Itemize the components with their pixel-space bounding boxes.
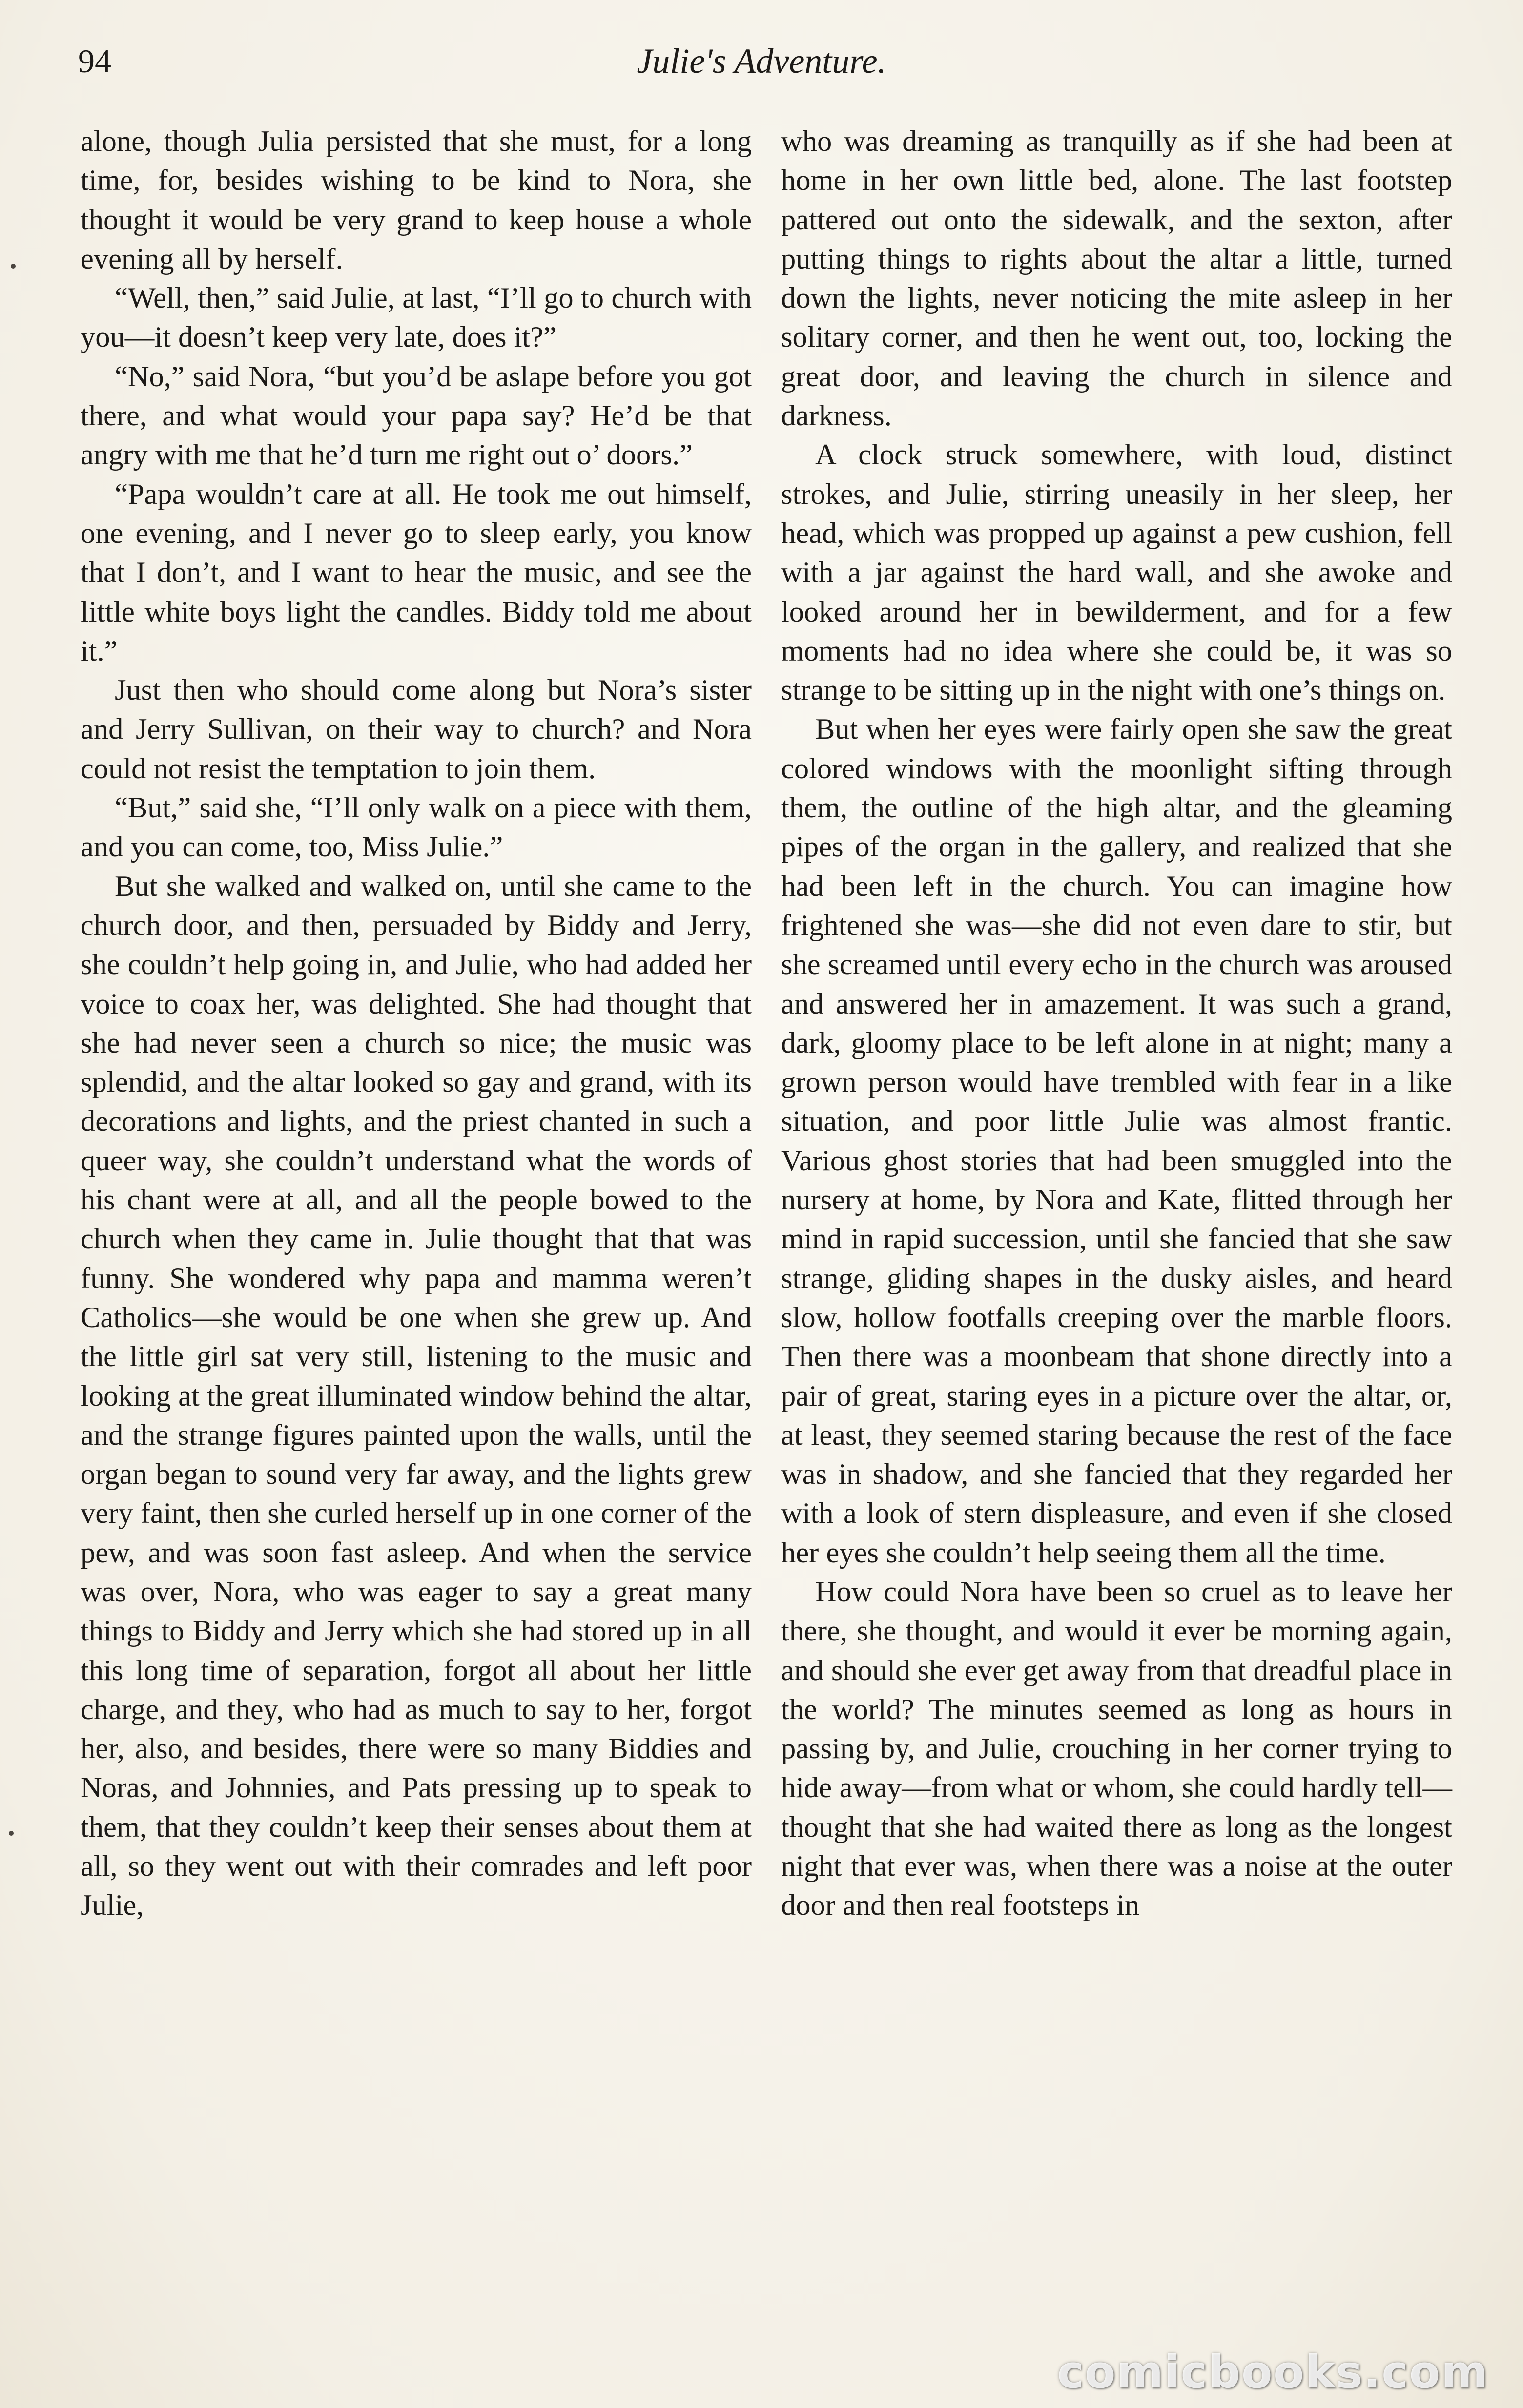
paragraph: But she walked and walked on, until she came to the church door, and then, persuaded by Biddy and Jerry, she couldn’t help going in, and Julie, who had added her voice to coax her, was delighted. She had thought that she had never seen a church so nice; the music was splendid, and the altar looked so gay and grand, with its decorations and lights, and the priest chanted in such a queer way, she couldn’t understand what the words of his chant were at all, and all the people bowed to the church when they came in. Julie thought that that was funny. She wondered why papa and mamma weren’t Catholics—she would be one when she grew up. And the little girl sat very still, listening to the music and looking at the great illuminated window behind the altar, and the strange figures painted upon the walls, until the organ began to sound very far away, and the lights grew very faint, then she curled herself up in one corner of the pew, and was soon fast asleep. And when the service was over, Nora, who was eager to say a great many things to Biddy and Jerry which she had stored up in all this long time of separation, forgot all about her little charge, and they, who had as much to say to her, forgot her, also, and besides, there were so many Biddies and Noras, and Johnnies, and Pats pressing up to speak to them, that they couldn’t keep their senses about them at all, so they went out with their comrades and left poor Julie,: [81, 870, 752, 1922]
paragraph: “But,” said she, “I’ll only walk on a piece with them, and you can come, too, Miss Julie.”: [81, 791, 752, 864]
margin-speck: [11, 264, 16, 269]
page-header: [78, 34, 1445, 88]
paragraph: How could Nora have been so cruel as to leave her there, she thought, and would it ever be morning again, and should she ever get away from that dreadful place in the world? The minutes seemed as long as hours in passing by, and Julie, crouching in her corner trying to hide away—from what or whom, she could hardly tell—thought that she had waited there as long as the longest night that ever was, when there was a noise at the outer door and then real footsteps in: [781, 1575, 1452, 1922]
paragraph: “No,” said Nora, “but you’d be aslape before you got there, and what would your papa say? He’d be that angry with me that he’d turn me right out o’ doors.”: [81, 360, 752, 472]
page-number: 94: [78, 42, 111, 80]
paragraph: A clock struck somewhere, with loud, distinct strokes, and Julie, stirring uneasily in her sleep, her head, which was propped up against a pew cushion, fell with a jar against the hard wall, and she awoke and looked around her in bewilderment, and for a few moments had no idea where she could be, it was so strange to be sitting up in the night with one’s things on.: [781, 438, 1452, 707]
paragraph: But when her eyes were fairly open she saw the great colored windows with the moonlight sifting through them, the outline of the high altar, and the gleaming pipes of the organ in the gallery, and realized that she had been left in the church. You can imagine how frightened she was—she did not even dare to stir, but she screamed until every echo in the church was aroused and answered her in amazement. It was such a grand, dark, gloomy place to be left alone in at night; many a grown person would have trembled with fear in a like situation, and poor little Julie was almost frantic. Various ghost stories that had been smuggled into the nursery at home, by Nora and Kate, flitted through her mind in rapid succession, until she fancied that she saw strange, gliding shapes in the dusky aisles, and heard slow, hollow footfalls creeping over the marble floors. Then there was a moonbeam that shone directly into a pair of great, staring eyes in a picture over the altar, or, at least, they seemed staring because the rest of the face was in shadow, and she fancied that they regarded her with a look of stern displeasure, and even if she closed her eyes she couldn’t help seeing them all the time.: [781, 713, 1452, 1569]
paragraph: alone, though Julia persisted that she must, for a long time, for, besides wishing to be kind to Nora, she thought it would be very grand to keep house a whole evening all by herself.: [81, 125, 752, 275]
watermark-logo: comicbooks.com: [1057, 2346, 1489, 2398]
margin-speck: [9, 1831, 14, 1836]
left-column: [81, 122, 752, 1926]
paragraph: “Well, then,” said Julie, at last, “I’ll go to church with you—it doesn’t keep very late, does it?”: [81, 282, 752, 354]
running-title: Julie's Adventure.: [637, 42, 886, 81]
paragraph: Just then who should come along but Nora’s sister and Jerry Sullivan, on their way to church? and Nora could not resist the temptation to join them.: [81, 674, 752, 785]
right-column: [781, 122, 1452, 1926]
paragraph: who was dreaming as tranquilly as if she had been at home in her own little bed, alone. The last footstep pattered out onto the sidewalk, and the sexton, after putting things to rights about the altar a little, turned down the lights, never noticing the mite asleep in her solitary corner, and then he went out, too, locking the great door, and leaving the church in silence and darkness.: [781, 125, 1452, 433]
paragraph: “Papa wouldn’t care at all. He took me out himself, one evening, and I never go to sleep early, you know that I don’t, and I want to hear the music, and see the little white boys light the candles. Biddy told me about it.”: [81, 477, 752, 667]
